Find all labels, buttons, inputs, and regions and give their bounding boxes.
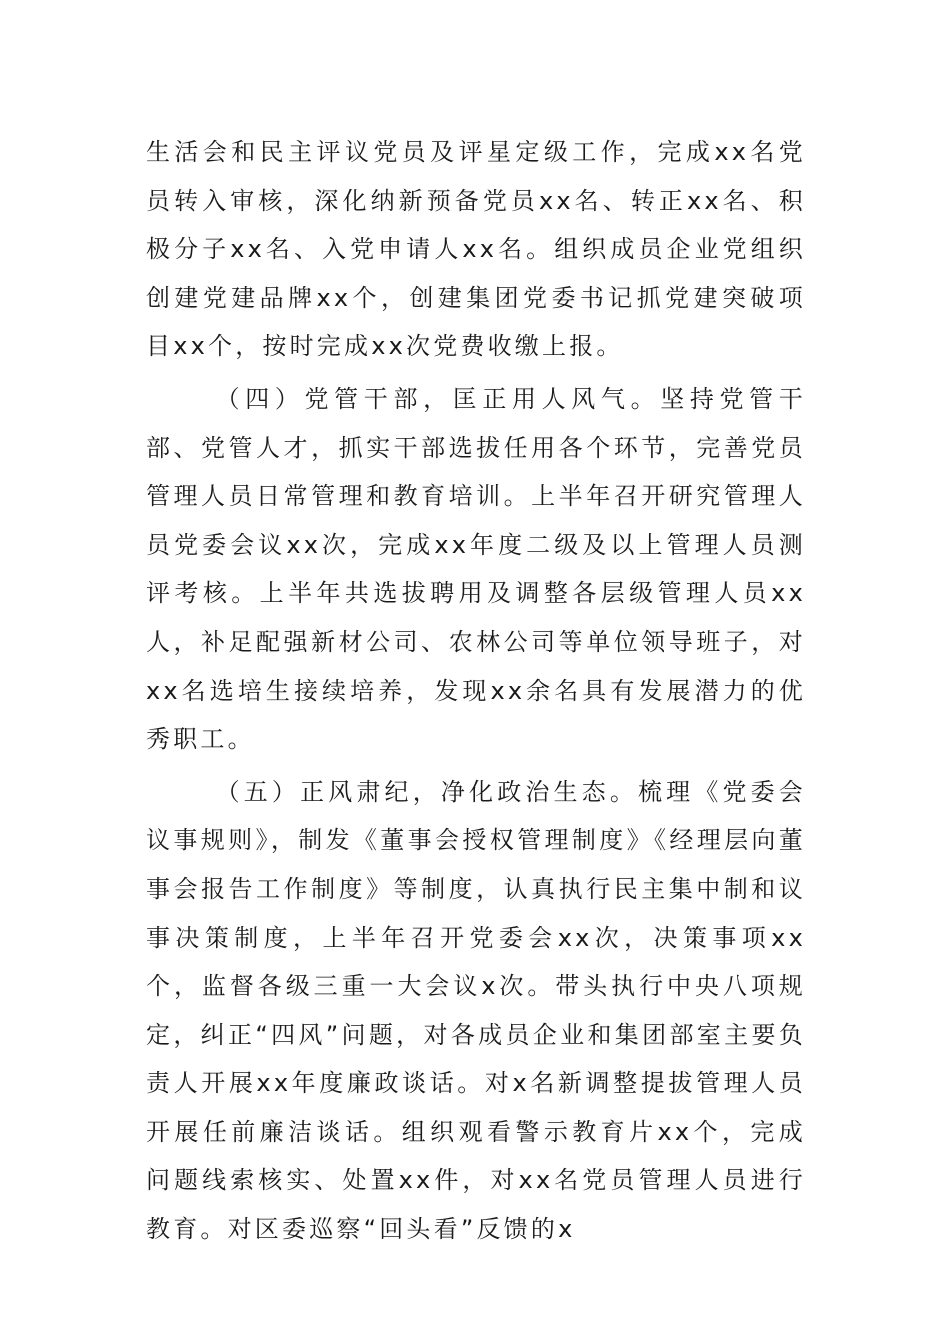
paragraph-cadre-management: （四）党管干部，匡正用人风气。坚持党管干部、党管人才，抓实干部选拔任用各个环节，完善党员管理人员日常管理和教育培训。上半年召开研究管理人员党委会议xx次，完成xx年度二级及以上管理人员测评考核。上半年共选拔聘用及调整各层级管理人员xx人，补足配强新材公司、农林公司等单位领导班子，对xx名选培生接续培养，发现xx余名具有发展潜力的优秀职工。	[146, 384, 806, 754]
document-body	[146, 128, 806, 1254]
paragraph-discipline: （五）正风肃纪，净化政治生态。梳理《党委会议事规则》，制发《董事会授权管理制度》《经理层向董事会报告工作制度》等制度，认真执行民主集中制和议事决策制度，上半年召开党委会xx次，决策事项xx个，监督各级三重一大会议x次。带头执行中央八项规定，纠正“四风”问题，对各成员企业和集团部室主要负责人开展xx年度廉政谈话。对x名新调整提拔管理人员开展任前廉洁谈话。组织观看警示教育片xx个，完成问题线索核实、处置xx件，对xx名党员管理人员进行教育。对区委巡察“回头看”反馈的x	[146, 777, 806, 1244]
paragraph-party-building-continued: 生活会和民主评议党员及评星定级工作，完成xx名党员转入审核，深化纳新预备党员xx名、转正xx名、积极分子xx名、入党申请人xx名。组织成员企业党组织创建党建品牌xx个，创建集团党委书记抓党建突破项目xx个，按时完成xx次党费收缴上报。	[146, 138, 806, 361]
